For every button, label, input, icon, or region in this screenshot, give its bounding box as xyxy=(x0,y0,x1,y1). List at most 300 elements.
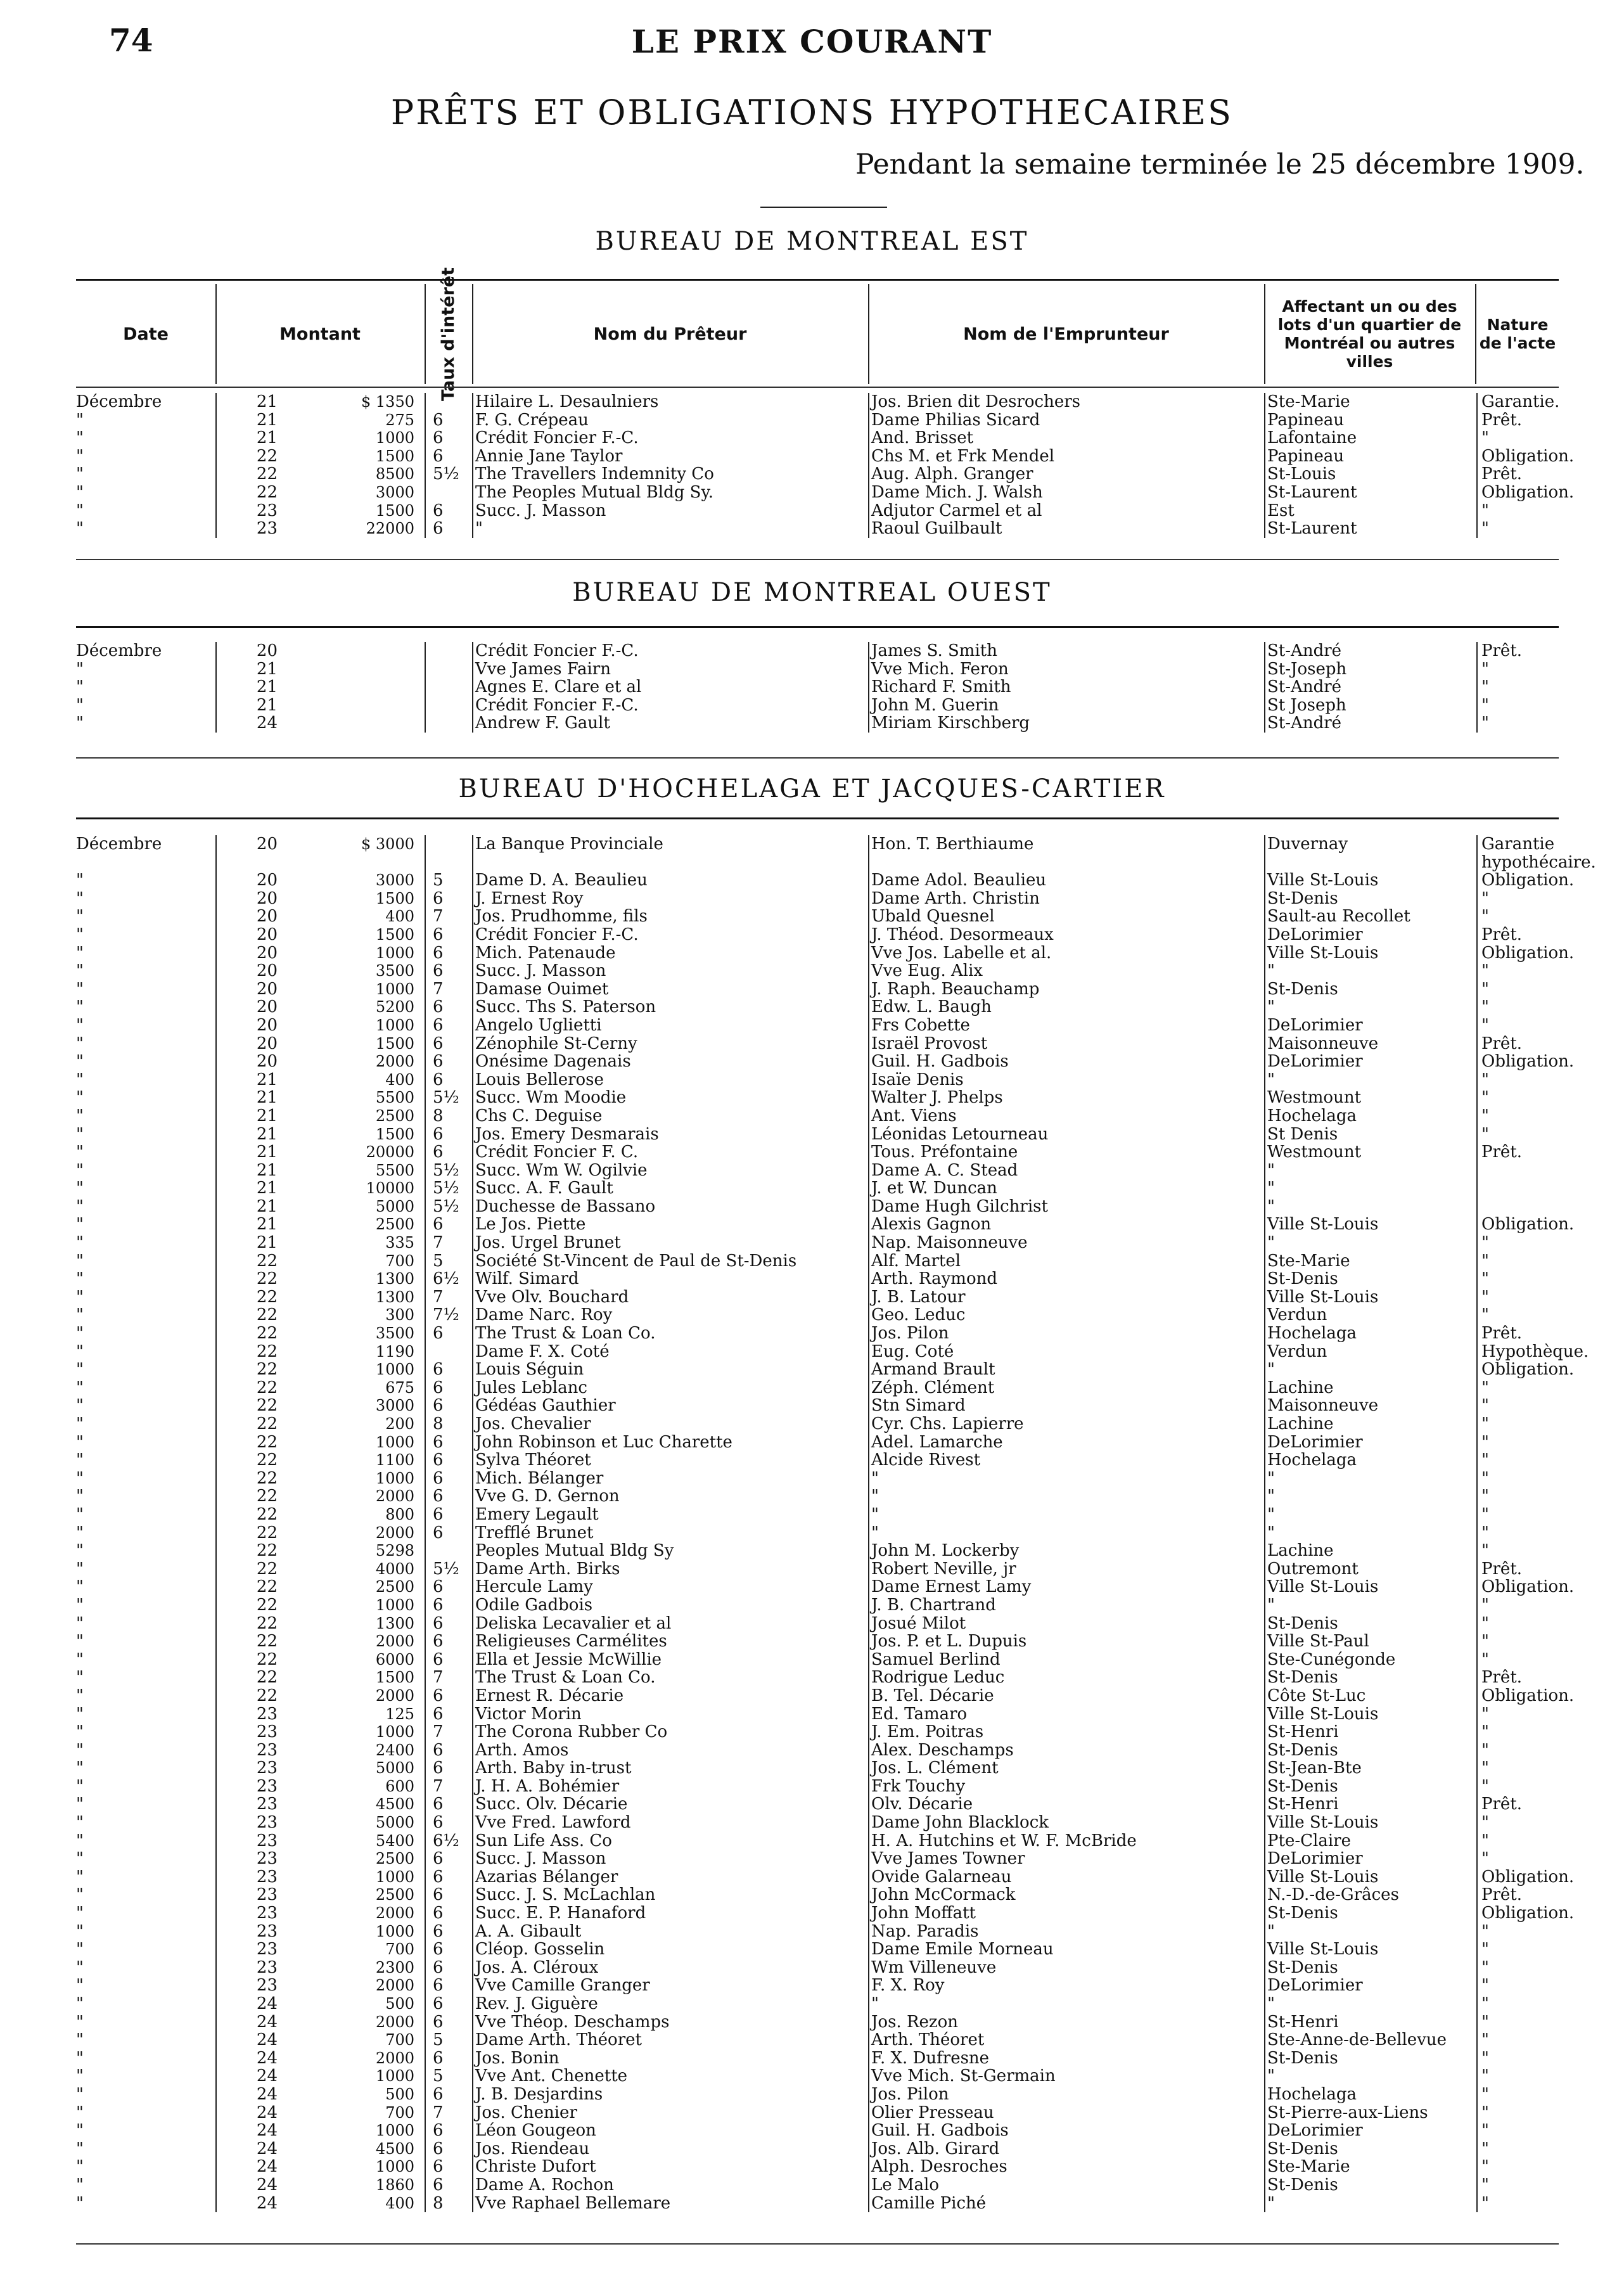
cell-day: 23 xyxy=(256,1758,278,1778)
cell-taux: 5½ xyxy=(433,1559,459,1579)
cell-preteur: Léon Gougeon xyxy=(475,2121,596,2141)
cell-day: 23 xyxy=(256,1704,278,1724)
table-row xyxy=(76,1560,1559,1579)
cell-montant: 5200 xyxy=(375,998,414,1016)
cell-taux: 6 xyxy=(433,961,444,981)
cell-montant: 1300 xyxy=(375,1614,414,1632)
cell-montant: 1190 xyxy=(375,1342,414,1361)
cell-affectant: Lachine xyxy=(1267,1541,1334,1561)
cell-emprunteur: J. Raph. Beauchamp xyxy=(871,979,1040,999)
cell-day: 22 xyxy=(256,1632,278,1651)
cell-emprunteur: Jos. L. Clément xyxy=(871,1758,999,1778)
cell-date: " xyxy=(76,659,84,679)
cell-preteur: Dame Narc. Roy xyxy=(475,1305,613,1325)
cell-affectant: DeLorimier xyxy=(1267,1849,1363,1869)
cell-emprunteur: J. Théod. Desormeaux xyxy=(871,925,1054,944)
cell-emprunteur: Stn Simard xyxy=(871,1396,966,1416)
cell-montant: 20000 xyxy=(366,1143,414,1162)
cell-montant: 1000 xyxy=(375,1433,414,1451)
cell-date: " xyxy=(76,1052,84,1072)
cell-montant: 500 xyxy=(385,1995,414,2013)
table-row xyxy=(76,1506,1559,1524)
cell-affectant: " xyxy=(1267,1196,1275,1216)
cell-emprunteur: Dame Arth. Christin xyxy=(871,888,1040,908)
cell-nature: " xyxy=(1481,1940,1489,1959)
cell-emprunteur: Samuel Berlind xyxy=(871,1650,1001,1669)
cell-affectant: St-Henri xyxy=(1267,1722,1339,1742)
column-divider xyxy=(868,393,869,538)
column-divider xyxy=(425,835,426,2212)
table-row xyxy=(76,835,1559,854)
cell-taux: 6 xyxy=(433,1378,444,1397)
cell-emprunteur: F. X. Roy xyxy=(871,1976,945,1996)
table-row xyxy=(76,502,1559,520)
cell-preteur: Ernest R. Décarie xyxy=(475,1686,624,1705)
cell-day: 22 xyxy=(256,1269,278,1289)
cell-montant: 6000 xyxy=(375,1650,414,1669)
cell-montant: 5000 xyxy=(375,1197,414,1215)
cell-preteur: Annie Jane Taylor xyxy=(475,446,623,466)
cell-taux: 5½ xyxy=(433,464,459,484)
cell-day: 22 xyxy=(256,1287,278,1307)
cell-nature: " xyxy=(1481,2066,1489,2086)
table-row xyxy=(76,890,1559,908)
cell-day: 24 xyxy=(256,2103,278,2122)
cell-nature: Prêt. xyxy=(1481,1324,1523,1343)
cell-taux: 6 xyxy=(433,1758,444,1778)
cell-nature: " xyxy=(1481,1776,1489,1796)
cell-day: 23 xyxy=(256,1957,278,1977)
table-row xyxy=(76,1850,1559,1868)
cell-date: " xyxy=(76,1342,84,1361)
cell-emprunteur: F. X. Dufresne xyxy=(871,2048,990,2068)
cell-day: 23 xyxy=(256,1813,278,1833)
cell-date: " xyxy=(76,1921,84,1941)
cell-montant: 1300 xyxy=(375,1270,414,1288)
cell-preteur: Trefflé Brunet xyxy=(475,1523,594,1542)
cell-emprunteur: Dame Mich. J. Walsh xyxy=(871,482,1043,502)
cell-montant: 5400 xyxy=(375,1831,414,1850)
cell-day: 22 xyxy=(256,1487,278,1506)
cell-emprunteur: Robert Neville, jr xyxy=(871,1559,1016,1579)
cell-preteur: Chs C. Deguise xyxy=(475,1106,603,1125)
cell-day: 22 xyxy=(256,1414,278,1433)
cell-nature: Prêt. xyxy=(1481,1885,1523,1905)
header-date: Date xyxy=(76,284,217,384)
cell-montant: 3500 xyxy=(375,962,414,980)
cell-taux: 6 xyxy=(433,1704,444,1724)
cell-day: 24 xyxy=(256,2012,278,2032)
cell-affectant: DeLorimier xyxy=(1267,1976,1363,1996)
cell-montant: 3000 xyxy=(375,1397,414,1415)
cell-preteur: Le Jos. Piette xyxy=(475,1215,586,1234)
cell-preteur: The Peoples Mutual Bldg Sy. xyxy=(475,482,713,502)
cell-emprunteur: Adjutor Carmel et al xyxy=(871,501,1042,520)
cell-montant: 400 xyxy=(385,1070,414,1089)
cell-emprunteur: Vve Mich. Feron xyxy=(871,659,1009,679)
cell-nature: " xyxy=(1481,1432,1489,1452)
cell-day: 22 xyxy=(256,1668,278,1688)
table-row xyxy=(76,482,1575,502)
cell-nature: " xyxy=(1481,1613,1489,1633)
table-row xyxy=(76,1705,1559,1724)
cell-preteur: The Corona Rubber Co xyxy=(475,1722,668,1742)
cell-date: " xyxy=(76,1324,84,1343)
cell-taux: 6 xyxy=(433,1451,444,1470)
cell-nature: Prêt. xyxy=(1481,1559,1523,1579)
cell-taux: 7 xyxy=(433,979,444,999)
cell-affectant: Hochelaga xyxy=(1267,1451,1357,1470)
cell-date: " xyxy=(76,2084,84,2104)
table-row xyxy=(76,2104,1559,2122)
table-row xyxy=(76,2194,1559,2213)
table-row xyxy=(76,1379,1559,1397)
cell-montant: 2400 xyxy=(375,1741,414,1759)
cell-date: " xyxy=(76,1613,84,1633)
cell-preteur: Mich. Bélanger xyxy=(475,1468,604,1488)
cell-date: " xyxy=(76,871,84,890)
cell-emprunteur: Le Malo xyxy=(871,2175,940,2194)
cell-date: " xyxy=(76,1305,84,1325)
cell-emprunteur: Vve James Towner xyxy=(871,1849,1025,1869)
cell-affectant: St-Denis xyxy=(1267,1613,1338,1633)
cell-taux: 7 xyxy=(433,1722,444,1742)
cell-emprunteur: John M. Guerin xyxy=(871,695,999,715)
cell-montant: 1860 xyxy=(375,2175,414,2194)
cell-taux: 6 xyxy=(433,1487,444,1506)
cell-preteur: Andrew F. Gault xyxy=(475,714,610,733)
cell-montant: 5500 xyxy=(375,1161,414,1179)
cell-taux: 6 xyxy=(433,2157,444,2177)
cell-nature: " xyxy=(1481,695,1489,715)
table-row xyxy=(76,465,1559,484)
table-row xyxy=(76,980,1559,999)
cell-nature: " xyxy=(1481,1813,1489,1833)
cell-date: " xyxy=(76,1287,84,1307)
cell-preteur: The Travellers Indemnity Co xyxy=(475,464,714,484)
cell-affectant: St-Denis xyxy=(1267,2139,1338,2158)
cell-preteur: Arth. Amos xyxy=(475,1740,569,1760)
table-row xyxy=(76,1016,1559,1035)
table-montreal-est xyxy=(76,392,1575,539)
cell-taux: 7 xyxy=(433,907,444,926)
table-row xyxy=(76,714,1559,733)
cell-day: 20 xyxy=(256,979,278,999)
cell-preteur: Vve Raphael Bellemare xyxy=(475,2193,671,2213)
cell-taux: 6 xyxy=(433,1468,444,1488)
cell-emprunteur: Guil. H. Gadbois xyxy=(871,2121,1009,2141)
cell-date: " xyxy=(76,1143,84,1162)
cell-nature: " xyxy=(1481,1957,1489,1977)
cell-date: " xyxy=(76,1559,84,1579)
cell-taux: 7 xyxy=(433,1776,444,1796)
cell-montant: 1000 xyxy=(375,1922,414,1940)
table-row xyxy=(76,393,1559,411)
cell-date: Décembre xyxy=(76,835,162,854)
cell-day: 21 xyxy=(256,1088,278,1108)
cell-emprunteur: " xyxy=(871,1468,879,1488)
cell-day: 24 xyxy=(256,2157,278,2177)
cell-emprunteur: Olv. Décarie xyxy=(871,1795,973,1814)
cell-emprunteur: Jos. P. et L. Dupuis xyxy=(871,1632,1027,1651)
cell-nature: " xyxy=(1481,1541,1489,1561)
cell-affectant: " xyxy=(1267,1523,1275,1542)
cell-taux: 5 xyxy=(433,871,444,890)
cell-affectant: Papineau xyxy=(1267,410,1345,430)
cell-date: " xyxy=(76,1523,84,1542)
cell-date: " xyxy=(76,1632,84,1651)
cell-montant: 700 xyxy=(385,1252,414,1270)
cell-montant: 22000 xyxy=(366,520,414,538)
cell-affectant: Ville St-Louis xyxy=(1267,1704,1379,1724)
column-divider xyxy=(1476,393,1478,538)
cell-affectant: Verdun xyxy=(1267,1342,1327,1361)
cell-affectant: Ville St-Louis xyxy=(1267,1940,1379,1959)
cell-affectant: N.-D.-de-Grâces xyxy=(1267,1885,1399,1905)
table-row xyxy=(76,1686,1575,1705)
cell-nature: " xyxy=(1481,1287,1489,1307)
cell-taux: 6 xyxy=(433,519,444,539)
cell-date: " xyxy=(76,2121,84,2141)
cell-day: 24 xyxy=(256,714,278,733)
cell-montant: 8500 xyxy=(375,465,414,484)
table-row xyxy=(76,852,1596,872)
cell-day: 20 xyxy=(256,888,278,908)
table-row xyxy=(76,907,1559,926)
cell-montant: 2500 xyxy=(375,1886,414,1904)
table-row xyxy=(76,1795,1559,1814)
cell-taux: 6 xyxy=(433,1650,444,1669)
cell-date: " xyxy=(76,519,84,539)
section-rule xyxy=(76,757,1559,759)
header-bottom-rule xyxy=(76,387,1559,388)
table-row xyxy=(76,1759,1559,1778)
cell-date: " xyxy=(76,501,84,520)
cell-preteur: A. A. Gibault xyxy=(475,1921,582,1941)
cell-day: 22 xyxy=(256,446,278,466)
section-rule xyxy=(76,559,1559,560)
cell-date: " xyxy=(76,1758,84,1778)
table-row xyxy=(76,962,1559,980)
cell-day: 21 xyxy=(256,1196,278,1216)
cell-preteur: Jos. Riendeau xyxy=(475,2139,590,2158)
cell-emprunteur: Nap. Maisonneuve xyxy=(871,1233,1028,1253)
table-row xyxy=(76,1125,1559,1144)
cell-taux: 6 xyxy=(433,446,444,466)
cell-day: 21 xyxy=(256,1215,278,1234)
cell-affectant: St-Jean-Bte xyxy=(1267,1758,1362,1778)
table-montreal-ouest xyxy=(76,642,1559,733)
cell-affectant: " xyxy=(1267,1468,1275,1488)
cell-nature: " xyxy=(1481,1468,1489,1488)
cell-affectant: Ville St-Louis xyxy=(1267,1215,1379,1234)
cell-day: 21 xyxy=(256,1179,278,1198)
cell-day: 22 xyxy=(256,1541,278,1561)
cell-preteur: Vve Ant. Chenette xyxy=(475,2066,628,2086)
cell-montant: 500 xyxy=(385,2085,414,2103)
table-row xyxy=(76,520,1559,538)
cell-date: " xyxy=(76,888,84,908)
cell-montant: 1500 xyxy=(375,889,414,907)
cell-affectant: St-Denis xyxy=(1267,1776,1338,1796)
cell-day: 23 xyxy=(256,501,278,520)
cell-montant: 1000 xyxy=(375,980,414,998)
cell-affectant: St-Denis xyxy=(1267,888,1338,908)
cell-taux: 7 xyxy=(433,1233,444,1253)
cell-date: " xyxy=(76,1088,84,1108)
cell-montant: 200 xyxy=(385,1415,414,1433)
cell-preteur: Hercule Lamy xyxy=(475,1577,593,1597)
cell-taux: 6 xyxy=(433,1504,444,1524)
cell-montant: 1500 xyxy=(375,925,414,944)
cell-day: 23 xyxy=(256,1976,278,1996)
cell-date: " xyxy=(76,2193,84,2213)
cell-taux: 6 xyxy=(433,1994,444,2013)
cell-day: 22 xyxy=(256,1595,278,1615)
cell-emprunteur: Frk Touchy xyxy=(871,1776,966,1796)
cell-nature: " xyxy=(1481,1632,1489,1651)
cell-nature: Hypothèque. xyxy=(1481,1342,1589,1361)
cell-affectant: " xyxy=(1267,1504,1275,1524)
cell-nature: " xyxy=(1481,1921,1489,1941)
cell-taux: 6 xyxy=(433,1015,444,1035)
cell-preteur: Vve Théop. Deschamps xyxy=(475,2012,670,2032)
table-row xyxy=(76,998,1559,1016)
cell-montant: 2000 xyxy=(375,1904,414,1923)
cell-affectant: " xyxy=(1267,1487,1275,1506)
table-row xyxy=(76,1215,1575,1234)
cell-nature: Obligation. xyxy=(1481,943,1575,963)
cell-emprunteur: Alex. Deschamps xyxy=(871,1740,1014,1760)
table-row xyxy=(76,2067,1559,2085)
cell-preteur: Société St-Vincent de Paul de St-Denis xyxy=(475,1251,797,1271)
cell-nature: " xyxy=(1481,659,1489,679)
cell-affectant: Pte-Claire xyxy=(1267,1831,1351,1850)
cell-nature: Obligation. xyxy=(1481,482,1575,502)
cell-date: " xyxy=(76,1215,84,1234)
cell-affectant: St Joseph xyxy=(1267,695,1346,715)
title-divider xyxy=(760,207,887,208)
cell-preteur: Dame F. X. Coté xyxy=(475,1342,610,1361)
cell-preteur: Jos. Chevalier xyxy=(475,1414,591,1433)
cell-date: " xyxy=(76,907,84,926)
table-row xyxy=(76,926,1559,944)
cell-date: " xyxy=(76,1849,84,1869)
cell-nature: " xyxy=(1481,1595,1489,1615)
cell-preteur: Succ. J. Masson xyxy=(475,961,606,981)
cell-montant: 1000 xyxy=(375,2158,414,2176)
cell-emprunteur: Dame A. C. Stead xyxy=(871,1160,1018,1180)
cell-affectant: Ville St-Louis xyxy=(1267,1577,1379,1597)
cell-taux: 6 xyxy=(433,428,444,448)
cell-affectant: " xyxy=(1267,1179,1275,1198)
cell-date: " xyxy=(76,997,84,1017)
table-row xyxy=(76,2158,1559,2176)
cell-emprunteur: J. B. Latour xyxy=(871,1287,966,1307)
cell-affectant: Ste-Cunégonde xyxy=(1267,1650,1396,1669)
cell-preteur: Jos. Urgel Brunet xyxy=(475,1233,621,1253)
table-row xyxy=(76,1451,1559,1470)
cell-montant: 1500 xyxy=(375,501,414,520)
section-rule xyxy=(76,817,1559,819)
cell-emprunteur: Josué Milot xyxy=(871,1613,966,1633)
cell-emprunteur: Ovide Galarneau xyxy=(871,1867,1012,1887)
cell-taux: 6½ xyxy=(433,1831,459,1850)
column-divider xyxy=(1264,642,1265,733)
cell-taux: 6 xyxy=(433,2121,444,2141)
cell-taux: 6 xyxy=(433,1867,444,1887)
table-row xyxy=(76,1234,1559,1252)
table-row xyxy=(76,1615,1559,1633)
cell-affectant: Verdun xyxy=(1267,1305,1327,1325)
cell-date: " xyxy=(76,1124,84,1144)
page-number: 74 xyxy=(109,22,153,59)
cell-day: 22 xyxy=(256,1360,278,1380)
cell-emprunteur: John M. Lockerby xyxy=(871,1541,1020,1561)
cell-emprunteur: John McCormack xyxy=(871,1885,1016,1905)
cell-date: " xyxy=(76,961,84,981)
cell-affectant: Lachine xyxy=(1267,1378,1334,1397)
cell-emprunteur: Tous. Préfontaine xyxy=(871,1143,1018,1162)
cell-day: 22 xyxy=(256,1468,278,1488)
cell-emprunteur: Nap. Paradis xyxy=(871,1921,979,1941)
cell-day: 22 xyxy=(256,1559,278,1579)
cell-day: 22 xyxy=(256,1324,278,1343)
cell-montant: 700 xyxy=(385,1940,414,1959)
cell-montant: 1000 xyxy=(375,1723,414,1741)
cell-day: 20 xyxy=(256,961,278,981)
cell-nature: Obligation. xyxy=(1481,1215,1575,1234)
cell-emprunteur: Ed. Tamaro xyxy=(871,1704,968,1724)
cell-taux: 6 xyxy=(433,501,444,520)
table-row xyxy=(76,2140,1559,2158)
column-divider xyxy=(425,393,426,538)
cell-day: 22 xyxy=(256,1432,278,1452)
cell-nature: " xyxy=(1481,1088,1489,1108)
section-title-montreal-est: BUREAU DE MONTREAL EST xyxy=(595,227,1029,256)
cell-nature: Obligation. xyxy=(1481,1052,1575,1072)
cell-affectant: " xyxy=(1267,1595,1275,1615)
cell-emprunteur: Arth. Théoret xyxy=(871,2030,985,2050)
cell-day: 21 xyxy=(256,695,278,715)
cell-preteur: F. G. Crépeau xyxy=(475,410,589,430)
table-row xyxy=(76,1252,1559,1271)
cell-affectant: Ville St-Paul xyxy=(1267,1632,1369,1651)
cell-montant: 2000 xyxy=(375,1523,414,1542)
cell-emprunteur: Vve Mich. St-Germain xyxy=(871,2066,1056,2086)
table-header xyxy=(76,267,1559,401)
cell-affectant: Ville St-Louis xyxy=(1267,1813,1379,1833)
header-preteur: Nom du Prêteur xyxy=(472,284,869,384)
cell-date: " xyxy=(76,1541,84,1561)
cell-preteur: Jules Leblanc xyxy=(475,1378,587,1397)
cell-affectant: St-Henri xyxy=(1267,2012,1339,2032)
table-row xyxy=(76,1651,1559,1669)
cell-preteur: Sylva Théoret xyxy=(475,1451,591,1470)
cell-montant: 1500 xyxy=(375,1669,414,1687)
cell-affectant: St-Denis xyxy=(1267,979,1338,999)
cell-day: 21 xyxy=(256,1143,278,1162)
column-divider xyxy=(215,642,217,733)
cell-nature: " xyxy=(1481,2175,1489,2194)
cell-affectant: Ville St-Louis xyxy=(1267,871,1379,890)
table-row xyxy=(76,660,1559,679)
table-row xyxy=(76,1397,1559,1415)
cell-day: 22 xyxy=(256,1342,278,1361)
cell-preteur: Peoples Mutual Bldg Sy xyxy=(475,1541,674,1561)
cell-preteur: Crédit Foncier F.-C. xyxy=(475,641,639,660)
cell-date: " xyxy=(76,2030,84,2050)
